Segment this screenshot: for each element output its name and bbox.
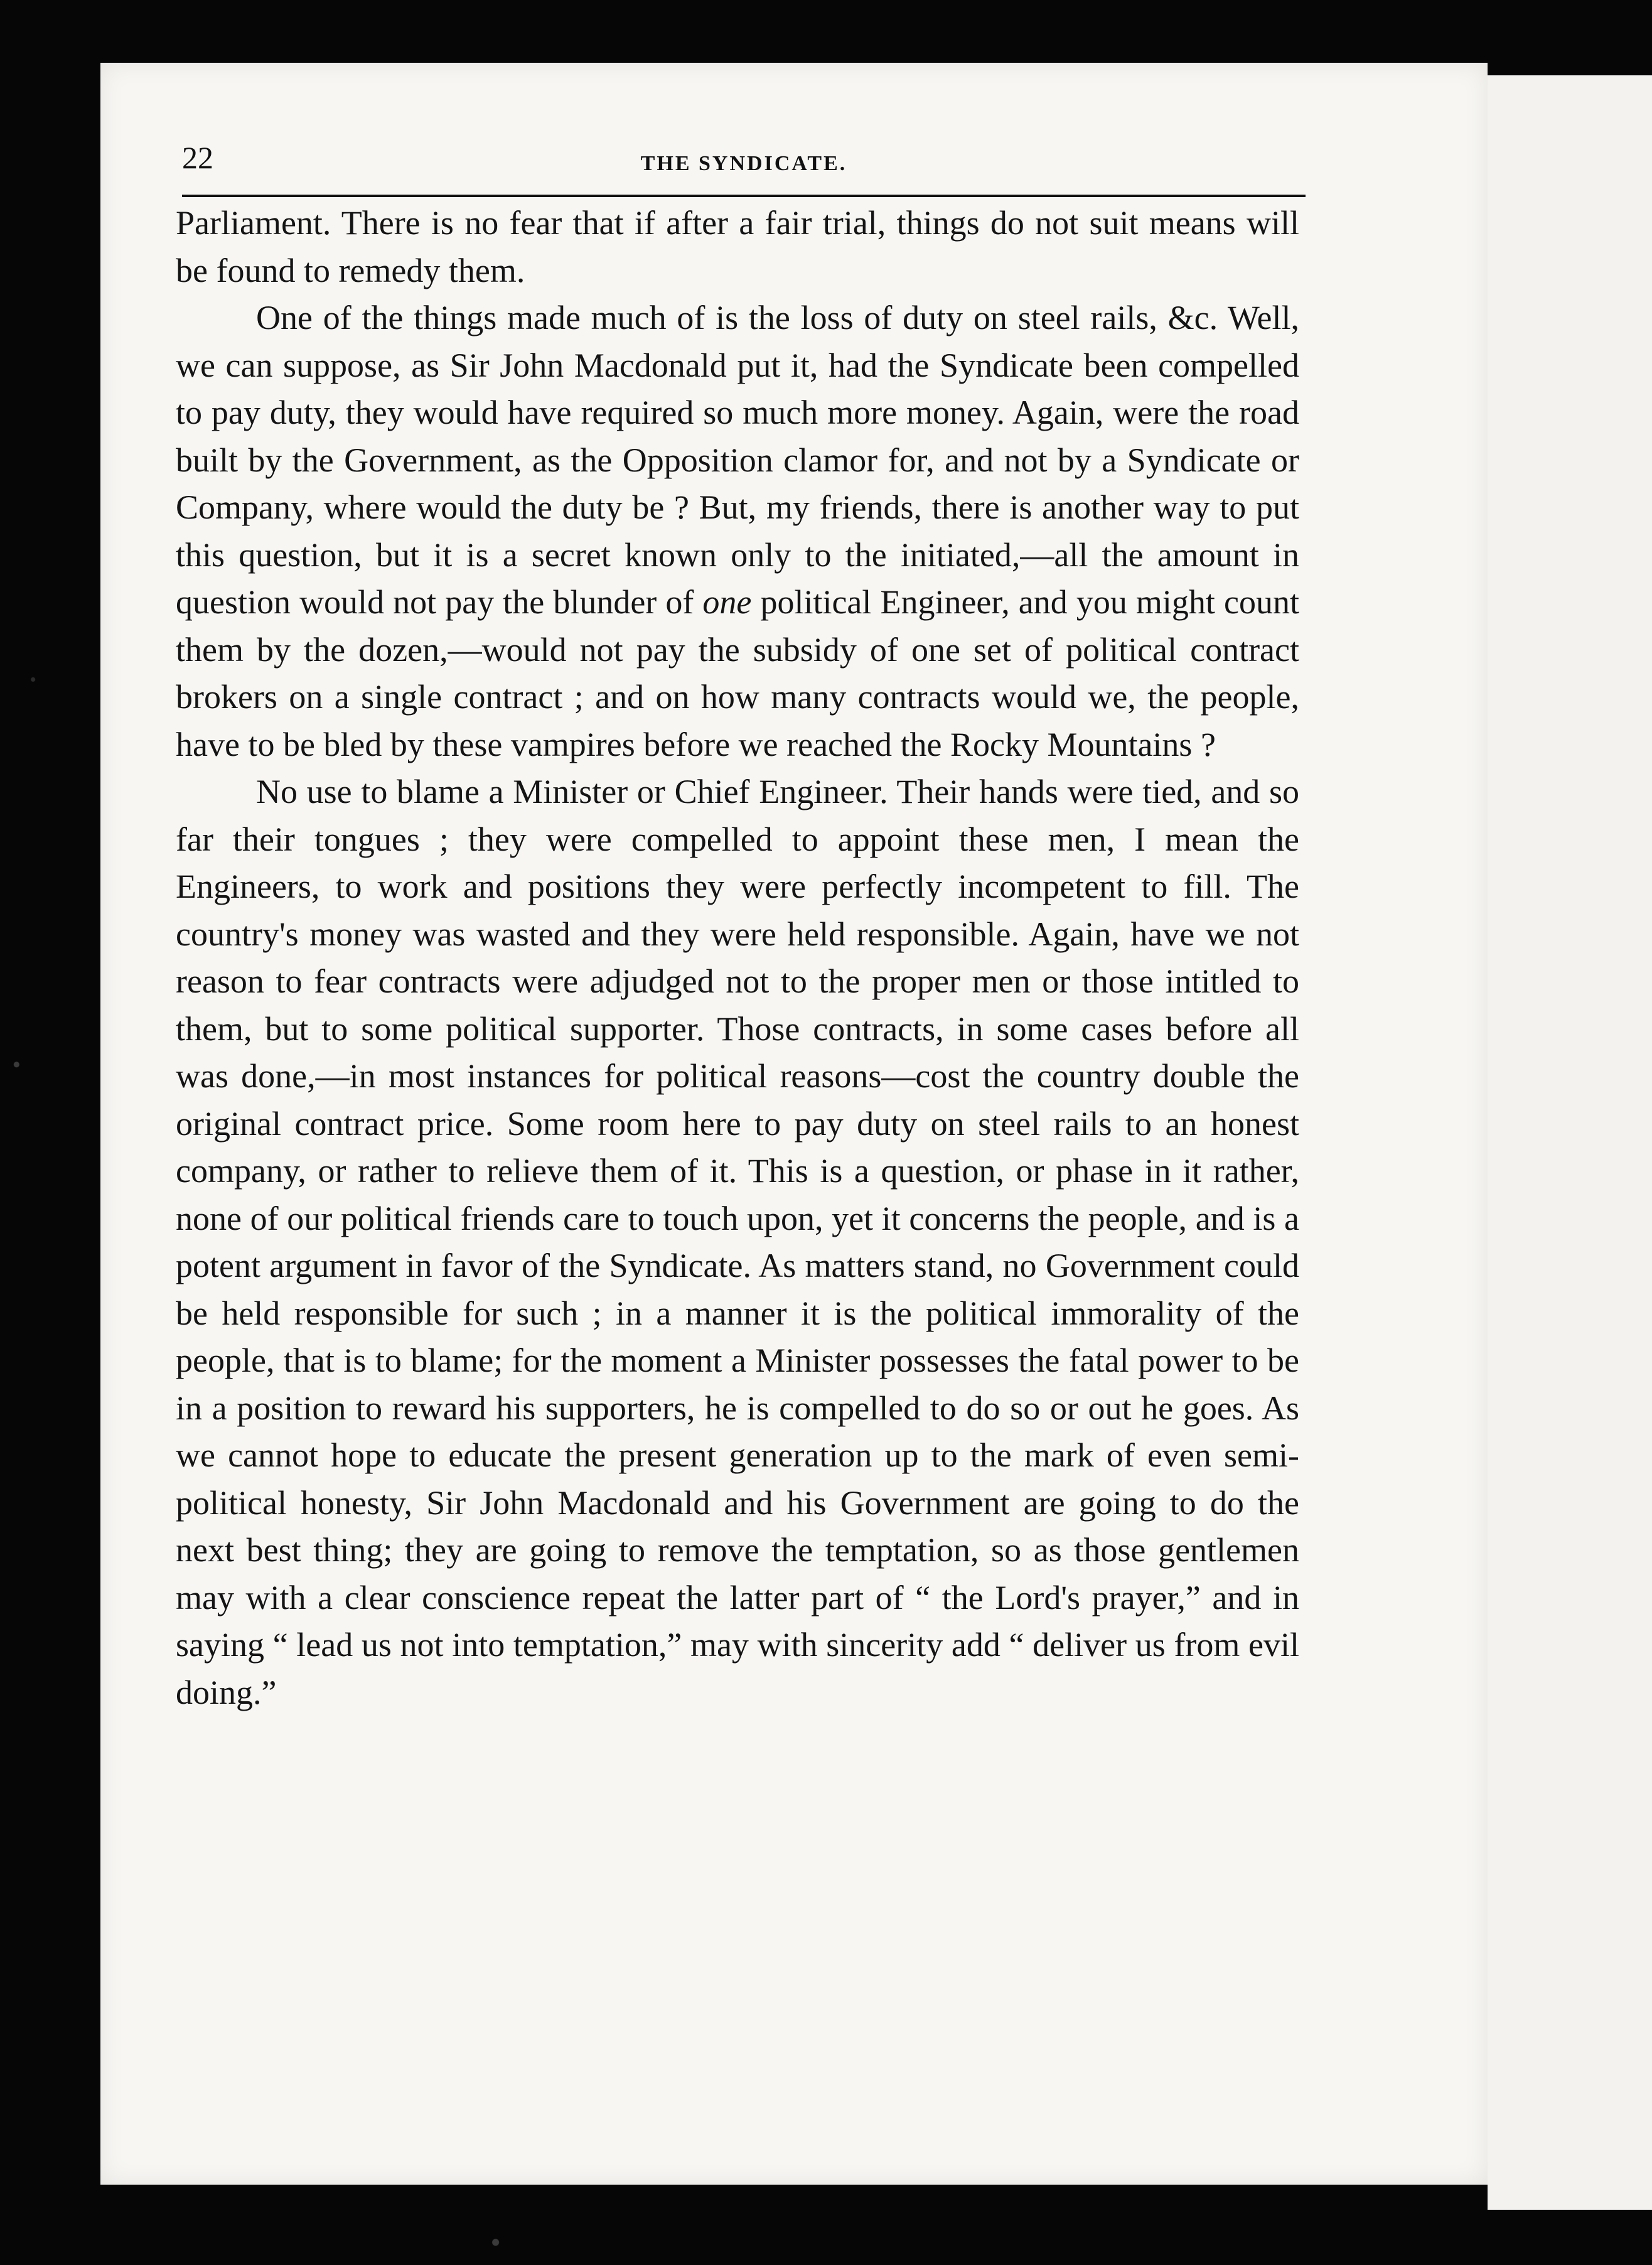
paragraph-1: Parliament. There is no fear that if after a fair trial, things do not suit means will be found to remedy them. <box>176 204 1299 289</box>
paragraph-2-italic: one <box>702 583 752 621</box>
body-text <box>176 200 1299 1716</box>
header-rule <box>182 195 1306 197</box>
paragraph-2-part-1: One of the things made much of is the loss of duty on steel rails, &c. Well, we can suppose, as Sir John Macdonald put it, had the Syndicate been compelled to pay duty, they would have required so much more money. Again, were the road built by the Government, as the Opposition clamor for, and not by a Syndicate or Company, where would the duty be ? But, my friends, there is another way to put this question, but it is a secret known only to the initiated,—all the amount in question would not pay the blunder of <box>176 299 1299 621</box>
next-page-edge <box>1488 75 1652 2210</box>
running-head: THE SYNDICATE. <box>640 152 847 175</box>
paragraph-3: No use to blame a Minister or Chief Engineer. Their hands were tied, and so far their tongues ; they were compelled to appoint these men, I mean the Engineers, to work and positions they were perfectly incompetent to fill. The country's money was wasted and they were held responsible. Again, have we not reason to fear contracts were adjudged not to the proper men or those intitled to them, but to some political supporter. Those contracts, in some cases before all was done,—in most instances for political reasons—cost the country double the original contract price. Some room here to pay duty on steel rails to an honest company, or rather to relieve them of it. This is a question, or phase in it rather, none of our political friends care to touch upon, yet it concerns the people, and is a potent argument in favor of the Syndicate. As matters stand, no Government could be held responsible for such ; in a manner it is the political immorality of the people, that is to blame; for the moment a Minister possesses the fatal power to be in a position to reward his supporters, he is compelled to do so or out he goes. As we cannot hope to educate the present generation up to the mark of even semi-political honesty, Sir John Macdonald and his Government are going to do the next best thing; they are going to remove the temptation, so as those gentlemen may with a clear conscience repeat the latter part of “ the Lord's prayer,” and in saying “ lead us not into temptation,” may with sincerity add “ deliver us from evil doing.” <box>176 773 1299 1711</box>
page-header <box>182 139 1306 183</box>
page-number: 22 <box>182 140 213 175</box>
paragraph-2 <box>176 294 1299 768</box>
paragraph-2-part-2: political Engineer, and you might count them by the dozen,—would not pay the subsidy of one set of political contract brokers on a single contract ; and on how many contracts would we, the people, have to be bled by these vampires before we reached the Rocky Mountains ? <box>176 583 1299 763</box>
